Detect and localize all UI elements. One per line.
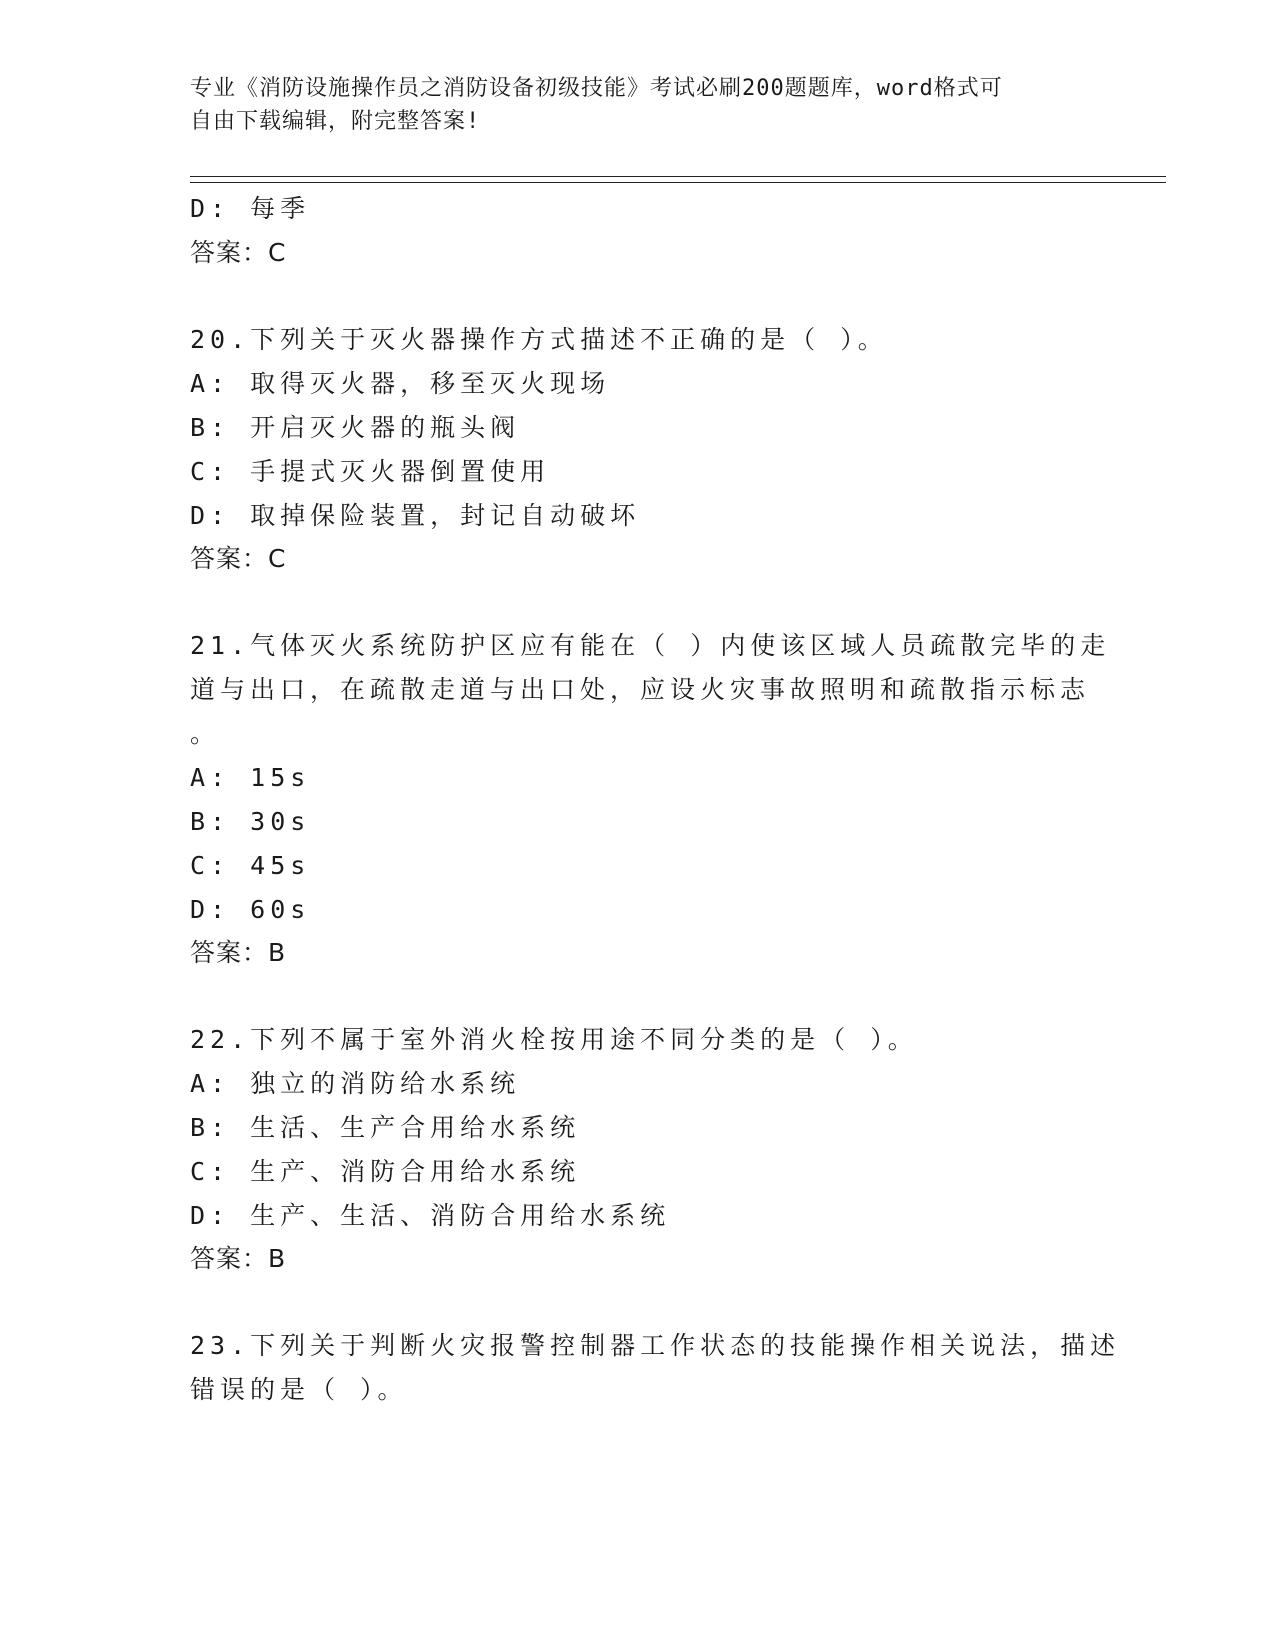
option-b: B: 生活、生产合用给水系统 — [190, 1113, 581, 1142]
option-d: D: 取掉保险装置，封记自动破坏 — [190, 501, 641, 530]
question-stem: 20.下列关于灭火器操作方式描述不正确的是（ ）。 — [190, 325, 888, 354]
header-line-1: 专业《消防设施操作员之消防设备初级技能》考试必刷200题题库，word格式可 — [190, 76, 1003, 101]
answer: 答案：C — [190, 544, 287, 573]
header-line-2: 自由下载编辑，附完整答案! — [190, 109, 481, 134]
option-d: D: 生产、生活、消防合用给水系统 — [190, 1201, 671, 1230]
option-c: C: 手提式灭火器倒置使用 — [190, 457, 551, 486]
question-stem: 22.下列不属于室外消火栓按用途不同分类的是（ ）。 — [190, 1025, 918, 1054]
option-b: B: 30s — [190, 807, 311, 836]
option-a: A: 独立的消防给水系统 — [190, 1069, 521, 1098]
option-a: A: 取得灭火器，移至灭火现场 — [190, 369, 611, 398]
document-header — [190, 72, 1070, 138]
answer: 答案：B — [190, 938, 287, 967]
prev-answer: 答案：C — [190, 238, 287, 267]
option-b: B: 开启灭火器的瓶头阀 — [190, 413, 521, 442]
prev-option-d: D: 每季 — [190, 194, 311, 223]
option-c: C: 45s — [190, 851, 311, 880]
option-c: C: 生产、消防合用给水系统 — [190, 1157, 581, 1186]
option-a: A: 15s — [190, 763, 311, 792]
question-stem-line-1: 23.下列关于判断火灾报警控制器工作状态的技能操作相关说法，描述 — [190, 1331, 1121, 1360]
option-d: D: 60s — [190, 895, 311, 924]
question-stem-line-2: 错误的是（ ）。 — [190, 1375, 408, 1404]
question-stem-line-3: 。 — [190, 719, 221, 748]
header-divider-top — [190, 176, 1166, 177]
question-stem-line-1: 21.气体灭火系统防护区应有能在（ ）内使该区域人员疏散完毕的走 — [190, 631, 1111, 660]
header-divider-bottom — [190, 182, 1166, 183]
answer: 答案：B — [190, 1244, 287, 1273]
question-stem-line-2: 道与出口，在疏散走道与出口处，应设火灾事故照明和疏散指示标志 — [190, 675, 1091, 704]
